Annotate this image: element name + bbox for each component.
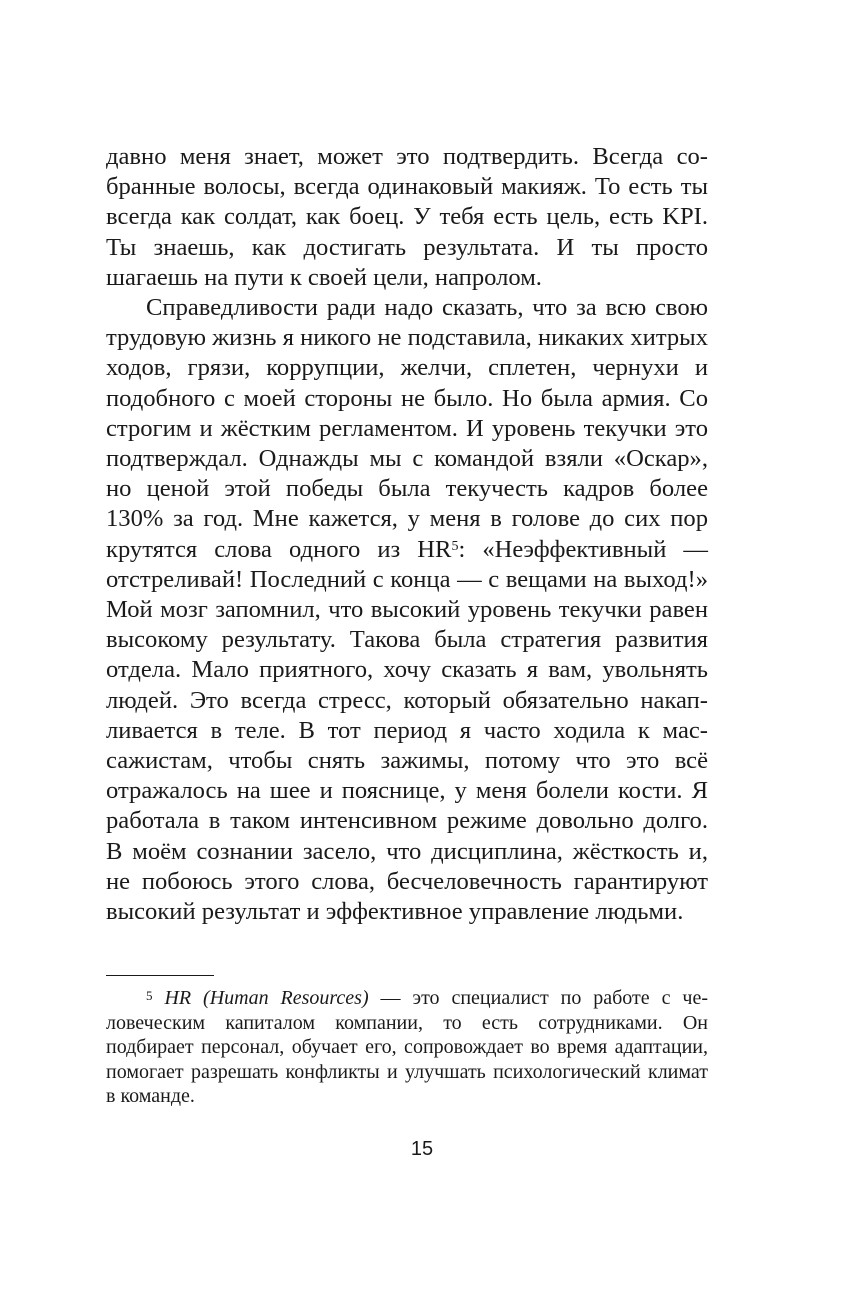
footnote-text: — это специалист по работе с человеческим капиталом компании, то есть сотрудниками. Он подбирает персонал, обучает его, сопровождает во время адаптации, помогает разрешать конфликты и улучшать психологический климат в команде. [106, 987, 709, 1108]
paragraph-2-text-end: : «Неэффективный — отстреливай! Последний с конца — с вещами на выход!» Мой мозг запомнил, что высокий уровень текучки равен высокому результату. Такова была стратегия развития отдела. Мало приятного, хочу сказать я вам, увольнять людей. Это всегда стресс, который обязательно накапливается в теле. В тот период я часто ходила к массажистам, чтобы снять зажимы, потому что это всё отражалось на шее и пояснице, у меня болели кости. Я работала в таком интенсивном режиме довольно долго. В моём сознании засело, что дисциплина, жёсткость и, не побоюсь этого слова, бесчеловечность гарантируют высокий результат и эффективное управление людьми. [106, 535, 708, 926]
paragraph-2-text-start: Справедливости ради надо сказать, что за всю свою трудовую жизнь я никого не подставила, никаких хитрых ходов, грязи, коррупции, желчи, сплетен, чернухи и подобного с моей стороны не было. Но была армия. Со строгим и жёстким регламентом. И уровень текучки это подтверждал. Однажды мы с командой взяли «Оскар», но ценой этой победы была текучесть кадров более 130% за год. Мне кажется, у меня в голове до сих пор крутятся слова одного из HR [106, 294, 708, 563]
footnote-mark: 5 [146, 988, 153, 1003]
paragraph-1: давно меня знает, может это подтвердить. Всегда собранные волосы, всегда одинаковый макияж. То есть ты всегда как солдат, как боец. У тебя есть цель, есть KPI. Ты знаешь, как достигать результата. И ты просто шагаешь на пути к своей цели, напролом. [106, 143, 708, 291]
footnote-reference[interactable]: 5 [451, 538, 459, 554]
paragraph-2 [106, 293, 708, 927]
page-number: 15 [410, 1138, 434, 1160]
footnote-divider [106, 975, 214, 976]
body-text [106, 142, 708, 927]
footnote-term: HR (Human Resources) [164, 987, 369, 1009]
footnote [106, 986, 708, 1109]
page-body [106, 142, 708, 927]
